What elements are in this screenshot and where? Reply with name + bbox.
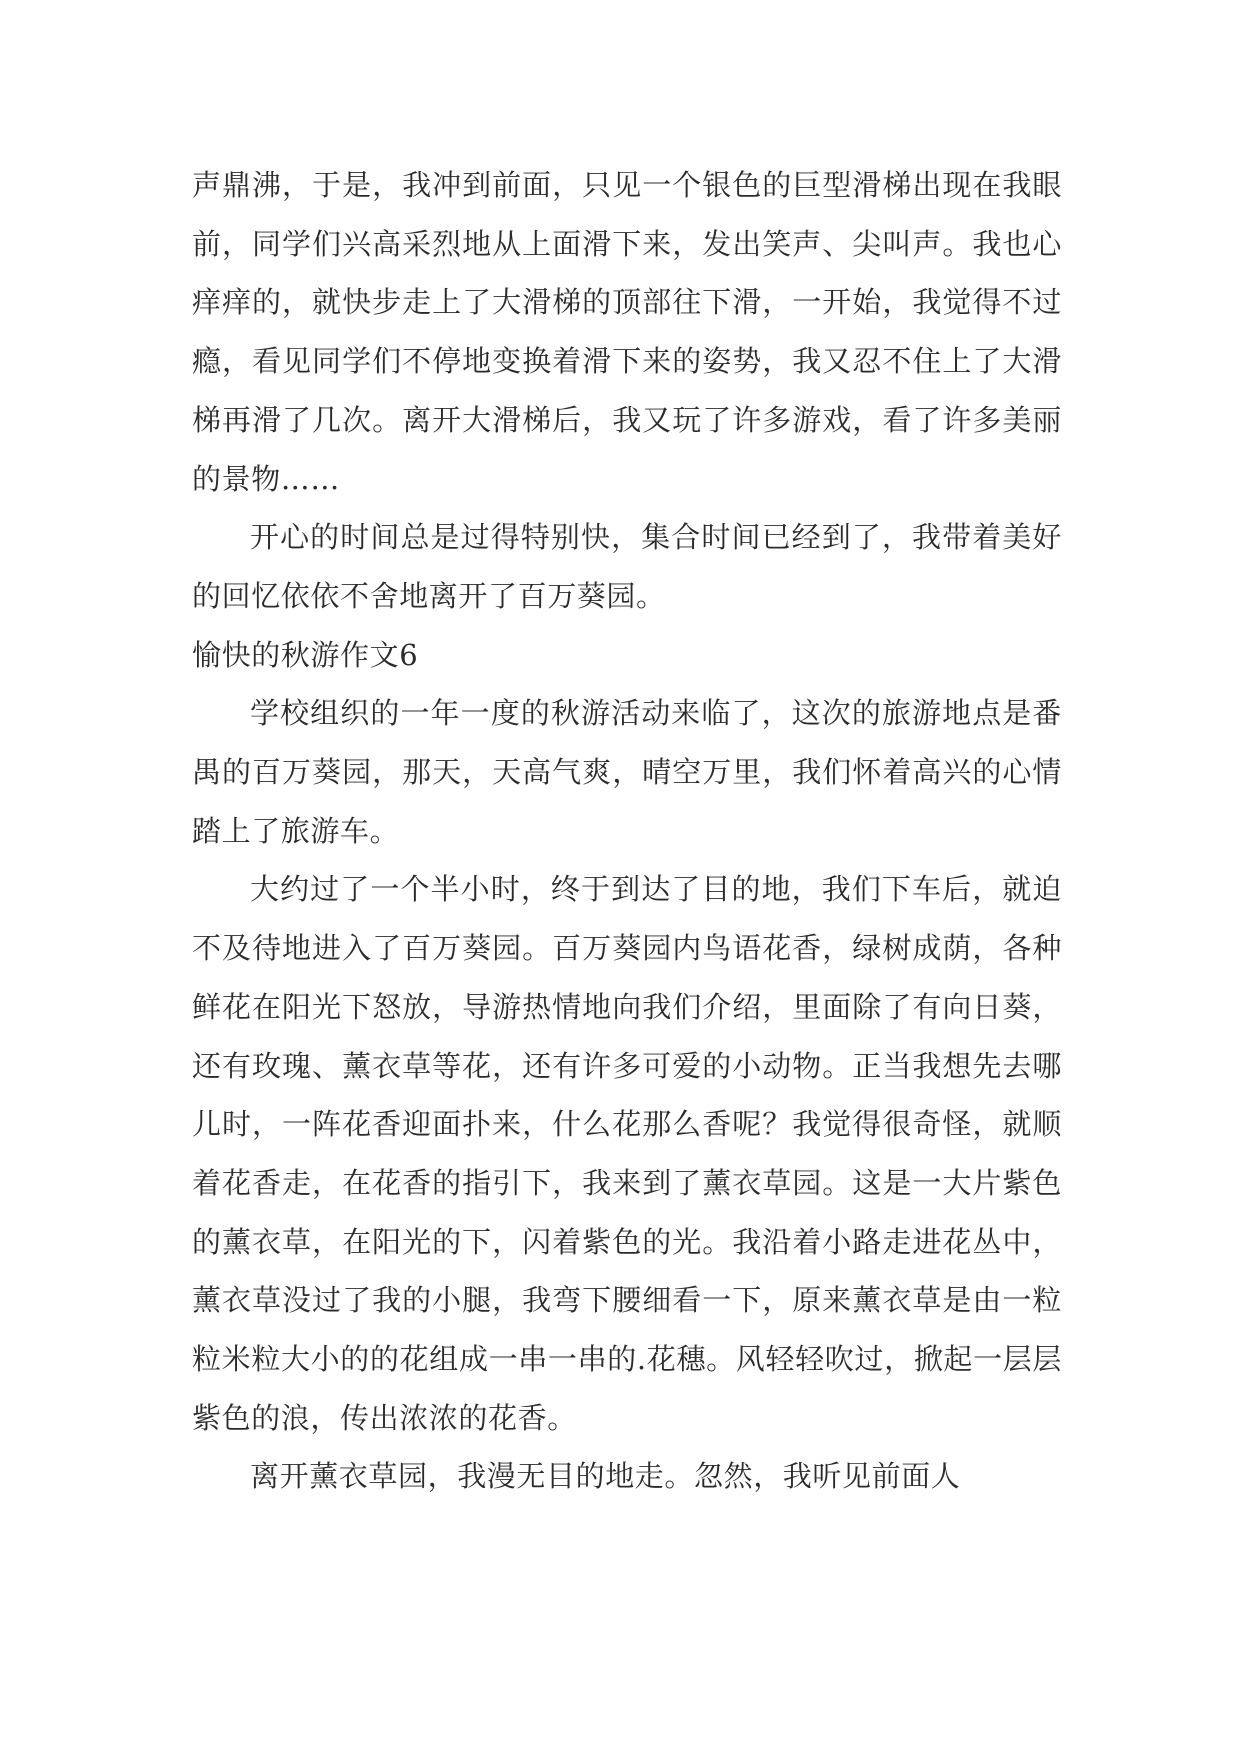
document-body [192, 156, 1062, 1506]
body-paragraph-3: 离开薰衣草园，我漫无目的地走。忽然，我听见前面人 [250, 1459, 961, 1494]
section-title: 愉快的秋游作文6 [192, 637, 419, 672]
body-paragraph-2: 大约过了一个半小时，终于到达了目的地，我们下车后，就迫不及待地进入了百万葵园。百万葵园内鸟语花香，绿树成荫，各种鲜花在阳光下怒放，导游热情地向我们介绍，里面除了有向日葵，还有玫瑰、薰衣草等花，还有许多可爱的小动物。正当我想先去哪儿时，一阵花香迎面扑来，什么花那么香呢？我觉得很奇怪，就顺着花香走，在花香的指引下，我来到了薰衣草园。这是一大片紫色的薰衣草，在阳光的下，闪着紫色的光。我沿着小路走进花丛中，薰衣草没过了我的小腿，我弯下腰细看一下，原来薰衣草是由一粒粒米粒大小的的花组成一串一串的.花穗。风轻轻吹过，掀起一层层紫色的浪，传出浓浓的花香。 [192, 872, 1062, 1435]
closing-paragraph: 开心的时间总是过得特别快，集合时间已经到了，我带着美好的回忆依依不舍地离开了百万葵园。 [192, 520, 1062, 613]
continuation-paragraph: 声鼎沸，于是，我冲到前面，只见一个银色的巨型滑梯出现在我眼前，同学们兴高采烈地从上面滑下来，发出笑声、尖叫声。我也心痒痒的，就快步走上了大滑梯的顶部往下滑，一开始，我觉得不过瘾，看见同学们不停地变换着滑下来的姿势，我又忍不住上了大滑梯再滑了几次。离开大滑梯后，我又玩了许多游戏，看了许多美丽的景物…… [192, 168, 1062, 496]
body-paragraph-1: 学校组织的一年一度的秋游活动来临了，这次的旅游地点是番禺的百万葵园，那天，天高气爽，晴空万里，我们怀着高兴的心情踏上了旅游车。 [192, 696, 1062, 848]
